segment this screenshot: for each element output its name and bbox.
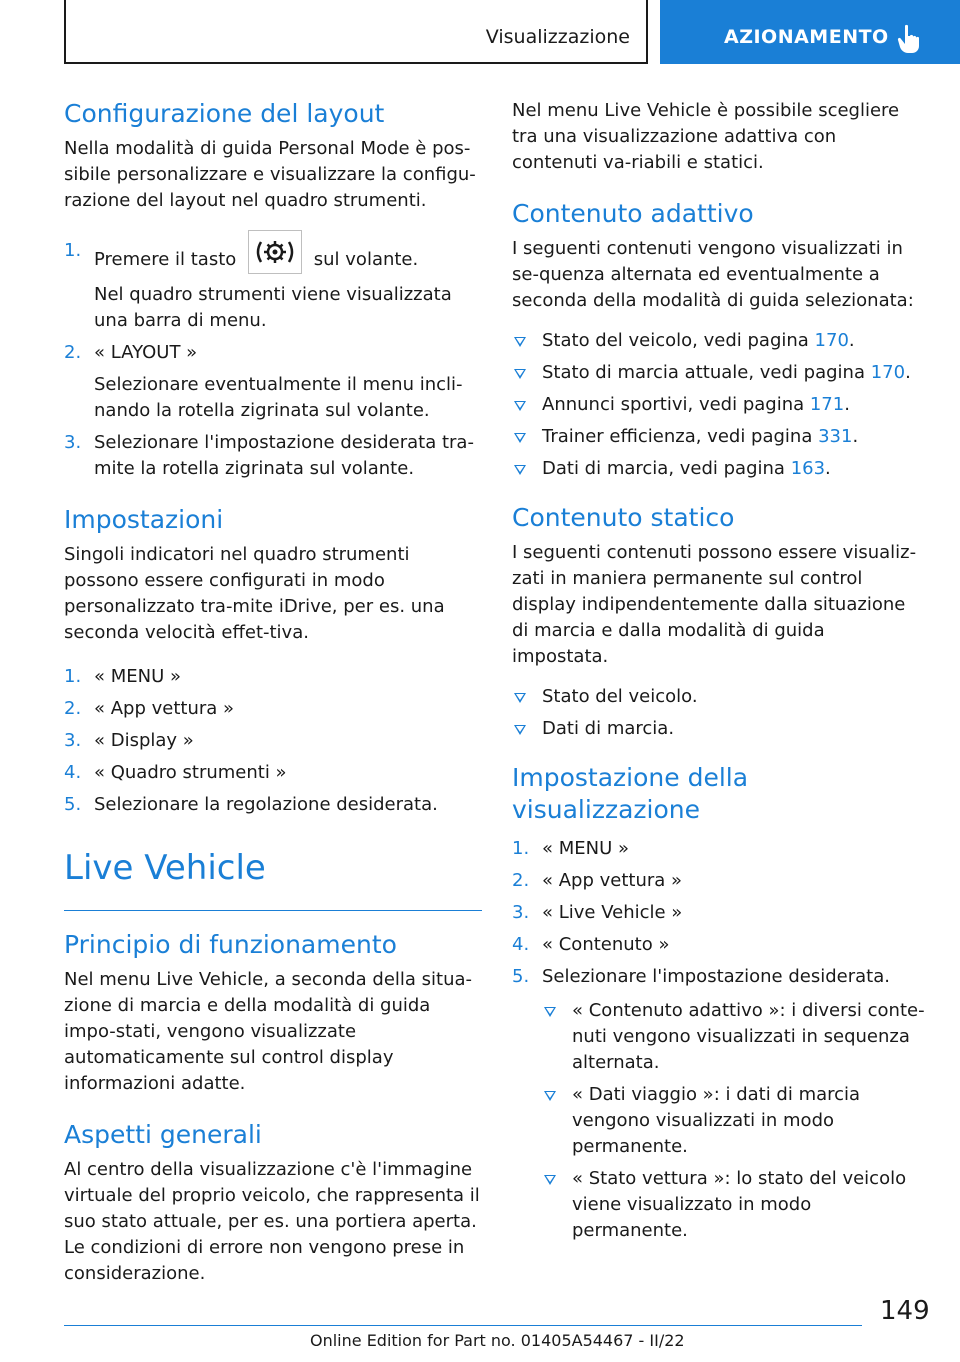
step-text: sul volante.	[313, 249, 419, 270]
step-number: 1.	[512, 838, 530, 859]
step-note: Nel quadro strumenti viene visualizzata una barra di menu.	[94, 284, 452, 331]
adaptive-intro: I seguenti contenuti vengono visualizzati in se-quenza alternata ed eventualmente a seconda della modalità di guida selezionata:	[512, 238, 914, 311]
item-text: Stato del veicolo.	[542, 686, 698, 707]
list-item	[542, 1166, 926, 1244]
section-title-static: Contenuto statico	[512, 503, 735, 532]
header-chapter-box	[660, 0, 960, 64]
bullet-triangle-icon	[514, 369, 526, 379]
layout-steps	[64, 238, 482, 482]
item-text: Stato del veicolo, vedi pagina	[542, 330, 815, 351]
header-chapter-title: AZIONAMENTO	[724, 26, 889, 48]
list-item	[542, 998, 926, 1076]
list-item	[542, 1082, 926, 1160]
item-text: Trainer efficienza, vedi pagina	[542, 426, 819, 447]
step-text: Selezionare la regolazione desiderata.	[94, 794, 438, 815]
step-number: 2.	[64, 698, 82, 719]
item-text: Dati di marcia.	[542, 718, 675, 739]
bullet-triangle-icon	[514, 693, 526, 703]
list-item: Trainer efficienza, vedi pagina 331.	[512, 424, 926, 450]
static-list	[512, 684, 926, 742]
display-settings-button-icon	[248, 230, 302, 274]
list-item	[64, 238, 482, 334]
settings-intro: Singoli indicatori nel quadro strumenti possono essere configurati in modo personalizzato tra-mite iDrive, per es. una seconda velocità effet-tiva.	[64, 544, 445, 643]
right-column	[512, 98, 926, 1250]
page-link[interactable]: 170	[870, 362, 906, 383]
step-number: 5.	[64, 794, 82, 815]
bullet-triangle-icon	[544, 1175, 556, 1185]
step-text: « LAYOUT »	[94, 342, 198, 363]
section-title-settings: Impostazioni	[64, 505, 224, 534]
step-number: 3.	[512, 902, 530, 923]
list-item	[512, 900, 926, 926]
item-text: Dati di marcia, vedi pagina	[542, 458, 791, 479]
step-number: 4.	[512, 934, 530, 955]
step-text: Selezionare l'impostazione desiderata tra-mite la rotella zigrinata sul volante.	[94, 432, 474, 479]
step-text: « Live Vehicle »	[542, 902, 683, 923]
step-text: Selezionare l'impostazione desiderata.	[542, 966, 890, 987]
list-item	[512, 868, 926, 894]
item-text: « Stato vettura »: lo stato del veicolo viene visualizzato in modo permanente.	[572, 1168, 907, 1241]
list-item	[64, 696, 482, 722]
page-link[interactable]: 171	[809, 394, 845, 415]
list-item: Stato di marcia attuale, vedi pagina 170.	[512, 360, 926, 386]
item-text: « Dati viaggio »: i dati di marcia vengono visualizzati in modo permanente.	[572, 1084, 861, 1157]
step-text: Premere il tasto	[94, 249, 237, 270]
display-setting-options	[542, 998, 926, 1244]
step-number: 4.	[64, 762, 82, 783]
step-number: 1.	[64, 666, 82, 687]
list-item	[512, 932, 926, 958]
bullet-triangle-icon	[514, 465, 526, 475]
live-vehicle-intro: Nel menu Live Vehicle è possibile scegliere tra una visualizzazione adattiva con contenuti va-riabili e statici.	[512, 100, 900, 173]
page-link[interactable]: 331	[818, 426, 853, 447]
chapter-title-live-vehicle: Live Vehicle	[64, 848, 266, 888]
list-item	[512, 716, 926, 742]
display-setting-steps	[512, 836, 926, 1244]
bullet-triangle-icon	[514, 725, 526, 735]
list-item	[64, 760, 482, 786]
step-text: « MENU »	[94, 666, 182, 687]
bullet-triangle-icon	[544, 1091, 556, 1101]
footer-edition: Online Edition for Part no. 01405A54467 - II/22	[310, 1331, 685, 1350]
step-note: Selezionare eventualmente il menu incli-nando la rotella zigrinata sul volante.	[94, 374, 463, 421]
bullet-triangle-icon	[514, 401, 526, 411]
step-number: 2.	[64, 342, 82, 363]
list-item: Dati di marcia, vedi pagina 163.	[512, 456, 926, 482]
step-text: « Quadro strumenti »	[94, 762, 287, 783]
header-section-title: Visualizzazione	[485, 26, 630, 48]
step-text: « App vettura »	[542, 870, 683, 891]
step-number: 1.	[64, 240, 82, 261]
header-section-box	[64, 0, 648, 64]
list-item	[64, 728, 482, 754]
bullet-triangle-icon	[514, 433, 526, 443]
chapter-divider	[64, 910, 482, 911]
list-item	[64, 664, 482, 690]
bullet-triangle-icon	[514, 337, 526, 347]
pointing-hand-icon	[896, 24, 922, 54]
step-number: 3.	[64, 432, 82, 453]
section-title-general: Aspetti generali	[64, 1120, 262, 1149]
general-body: Al centro della visualizzazione c'è l'immagine virtuale del proprio veicolo, che rappresenta il suo stato attuale, per es. una portiera aperta. Le condizioni di errore non vengono prese in considerazione.	[64, 1159, 480, 1284]
step-text: « Contenuto »	[542, 934, 670, 955]
list-item	[512, 964, 926, 1244]
step-number: 3.	[64, 730, 82, 751]
step-text: « MENU »	[542, 838, 630, 859]
list-item	[64, 430, 482, 482]
section-title-display-setting: Impostazione della visualizzazione	[512, 763, 749, 824]
list-item	[512, 836, 926, 862]
settings-steps	[64, 664, 482, 818]
list-item	[512, 684, 926, 710]
list-item: Stato del veicolo, vedi pagina 170.	[512, 328, 926, 354]
principle-body: Nel menu Live Vehicle, a seconda della situa-zione di marcia e della modalità di guida impo-stati, vengono visualizzate automaticamente sul control display informazioni adatte.	[64, 969, 473, 1094]
gear-icon	[249, 231, 301, 273]
bullet-triangle-icon	[544, 1007, 556, 1017]
page-link[interactable]: 170	[814, 330, 849, 351]
step-number: 2.	[512, 870, 530, 891]
item-text: « Contenuto adattivo »: i diversi conte-nuti vengono visualizzati in sequenza alternata.	[572, 1000, 925, 1073]
left-column	[64, 98, 482, 1287]
adaptive-list	[512, 328, 926, 482]
page-number: 149	[880, 1296, 930, 1326]
section-title-layout: Configurazione del layout	[64, 99, 385, 128]
step-text: « Display »	[94, 730, 194, 751]
item-text: Stato di marcia attuale, vedi pagina	[542, 362, 871, 383]
item-text: Annunci sportivi, vedi pagina	[542, 394, 810, 415]
step-text: « App vettura »	[94, 698, 235, 719]
layout-intro: Nella modalità di guida Personal Mode è pos-sibile personalizzare e visualizzare la configu-razione del layout nel quadro strumenti.	[64, 138, 476, 211]
static-intro: I seguenti contenuti possono essere visualiz-zati in maniera permanente sul control display indipendentemente dalla situazione di marcia e dalla modalità di guida impostata.	[512, 542, 917, 667]
step-number: 5.	[512, 966, 530, 987]
footer-divider	[64, 1325, 862, 1326]
section-title-adaptive: Contenuto adattivo	[512, 199, 754, 228]
list-item	[64, 792, 482, 818]
list-item: Annunci sportivi, vedi pagina 171.	[512, 392, 926, 418]
list-item	[64, 340, 482, 424]
page-link[interactable]: 163	[790, 458, 826, 479]
section-title-principle: Principio di funzionamento	[64, 930, 397, 959]
